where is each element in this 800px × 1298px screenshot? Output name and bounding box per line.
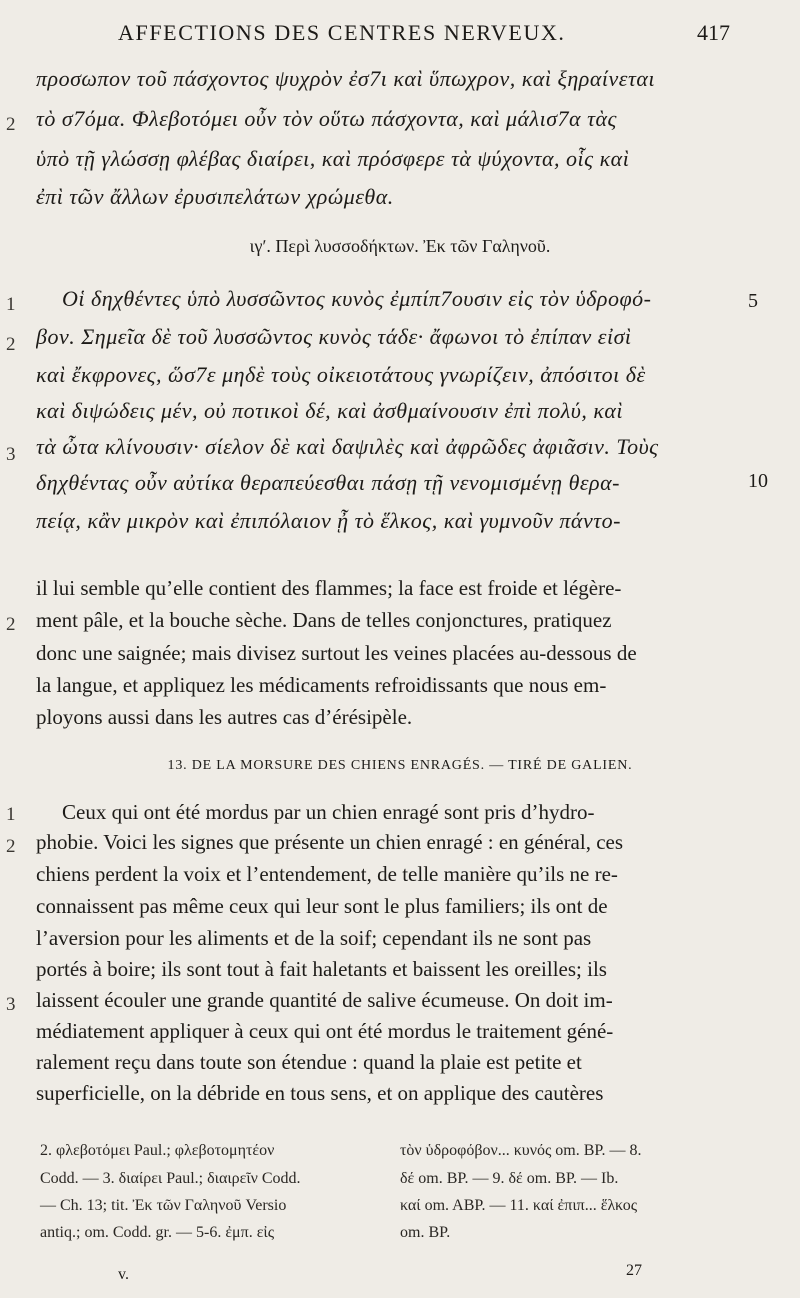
page-number: 417 [697,20,730,45]
sheet-number: 27 [626,1262,642,1279]
greek-section-heading: ιγʹ. Περὶ λυσσοδήκτων. Ἐκ τῶν Γαληνοῦ. [249,236,551,256]
footnote-line: καί om. ABP. — 11. καί ἐπιπ... ἕλκος [400,1197,638,1214]
french-line: Ceux qui ont été mordus par un chien enragé sont pris d’hydro- [62,800,595,824]
greek-line: προσωπον τοῦ πάσχοντος ψυχρὸν ἐσ7ι καὶ ὕπωχρον, καὶ ξηραίνεται [36,66,655,91]
margin-line-number: 2 [6,114,16,135]
footnote-line: antiq.; om. Codd. gr. — 5-6. ἐμπ. εἰς [40,1224,275,1241]
margin-line-number: 3 [6,444,16,465]
greek-line: πείᾳ, κἂν μικρὸν καὶ ἐπιπόλαιον ᾖ τὸ ἕλκος, καὶ γυμνοῦν πάντο- [36,508,621,533]
greek-line: Οἱ δηχθέντες ὑπὸ λυσσῶντος κυνὸς ἐμπίπ7ουσιν εἰς τὸν ὑδροφό- [62,286,652,311]
french-line: médiatement appliquer à ceux qui ont été mordus le traitement géné- [36,1019,614,1043]
french-line: portés à boire; ils sont tout à fait haletants et baissent les oreilles; ils [36,957,607,981]
greek-line: ὑπὸ τῇ γλώσσῃ φλέβας διαίρει, καὶ πρόσφερε τὰ ψύχοντα, οἷς καὶ [36,146,630,171]
margin-line-number: 2 [6,836,16,857]
margin-line-number: 1 [6,294,16,315]
french-line: chiens perdent la voix et l’entendement, de telle manière qu’ils ne re- [36,862,618,886]
margin-line-number: 1 [6,804,16,825]
footnote-line: Codd. — 3. διαίρει Paul.; διαιρεῖν Codd. [40,1170,301,1187]
greek-line: καὶ ἔκφρονες, ὥσ7ε μηδὲ τοὺς οἰκειοτάτους γνωρίζειν, ἀπόσιτοι δὲ [36,362,646,387]
margin-verse-number: 10 [748,470,768,492]
greek-line: τὸ σ7όμα. Φλεβοτόμει οὖν τὸν οὕτω πάσχοντα, καὶ μάλισ7α τὰς [36,106,617,131]
greek-line: βον. Σημεῖα δὲ τοῦ λυσσῶντος κυνὸς τάδε· ἄφωνοι τὸ ἐπίπαν εἰσὶ [36,324,632,349]
french-line: phobie. Voici les signes que présente un chien enragé : en général, ces [36,830,624,854]
footnote-line: — Ch. 13; tit. Ἐκ τῶν Γαληνοῦ Versio [40,1197,287,1214]
french-line: l’aversion pour les aliments et de la soif; cependant ils ne sont pas [36,926,592,950]
signature-mark: v. [118,1266,129,1283]
french-line: superficielle, on la débride en tous sens, et on applique des cautères [36,1081,604,1105]
french-line: donc une saignée; mais divisez surtout les veines placées au-dessous de [36,641,637,665]
french-line: il lui semble qu’elle contient des flammes; la face est froide et légère- [36,576,622,600]
greek-line: ἐπὶ τῶν ἄλλων ἐρυσιπελάτων χρώμεθα. [36,184,394,209]
greek-line: δηχθέντας οὖν αὐτίκα θεραπεύεσθαι πάσῃ τῇ νενομισμένῃ θερα- [36,470,620,495]
french-line: ment pâle, et la bouche sèche. Dans de telles conjonctures, pratiquez [36,608,612,632]
french-section-heading: 13. DE LA MORSURE DES CHIENS ENRAGÉS. — TIRÉ DE GALIEN. [167,758,633,773]
running-header [118,20,730,50]
greek-line: καὶ διψώδεις μέν, οὐ ποτικοὶ δέ, καὶ ἀσθμαίνουσιν ἐπὶ πολύ, καὶ [36,398,624,423]
french-line: ralement reçu dans toute son étendue : quand la plaie est petite et [36,1050,582,1074]
running-title: AFFECTIONS DES CENTRES NERVEUX. [118,20,566,45]
footnote-line: 2. φλεβοτόμει Paul.; φλεβοτομητέον [40,1142,275,1159]
french-line: la langue, et appliquez les médicaments refroidissants que nous em- [36,673,607,697]
footnote-line: om. BP. [400,1224,451,1241]
greek-line: τὰ ὦτα κλίνουσιν· σίελον δὲ καὶ δαψιλὲς καὶ ἀφρῶδες ἀφιᾶσιν. Τοὺς [36,434,659,459]
margin-line-number: 3 [6,994,16,1015]
french-line: ployons aussi dans les autres cas d’érésipèle. [36,705,413,729]
footnote-line: τὸν ὑδροφόβον... κυνός om. BP. — 8. [400,1142,642,1159]
margin-line-number: 2 [6,334,16,355]
margin-line-number: 2 [6,614,16,635]
french-line: laissent écouler une grande quantité de salive écumeuse. On doit im- [36,988,613,1012]
margin-verse-number: 5 [748,290,758,312]
french-line: connaissent pas même ceux qui leur sont le plus familiers; ils ont de [36,894,608,918]
footnote-line: δέ om. BP. — 9. δέ om. BP. — Ib. [400,1170,619,1187]
